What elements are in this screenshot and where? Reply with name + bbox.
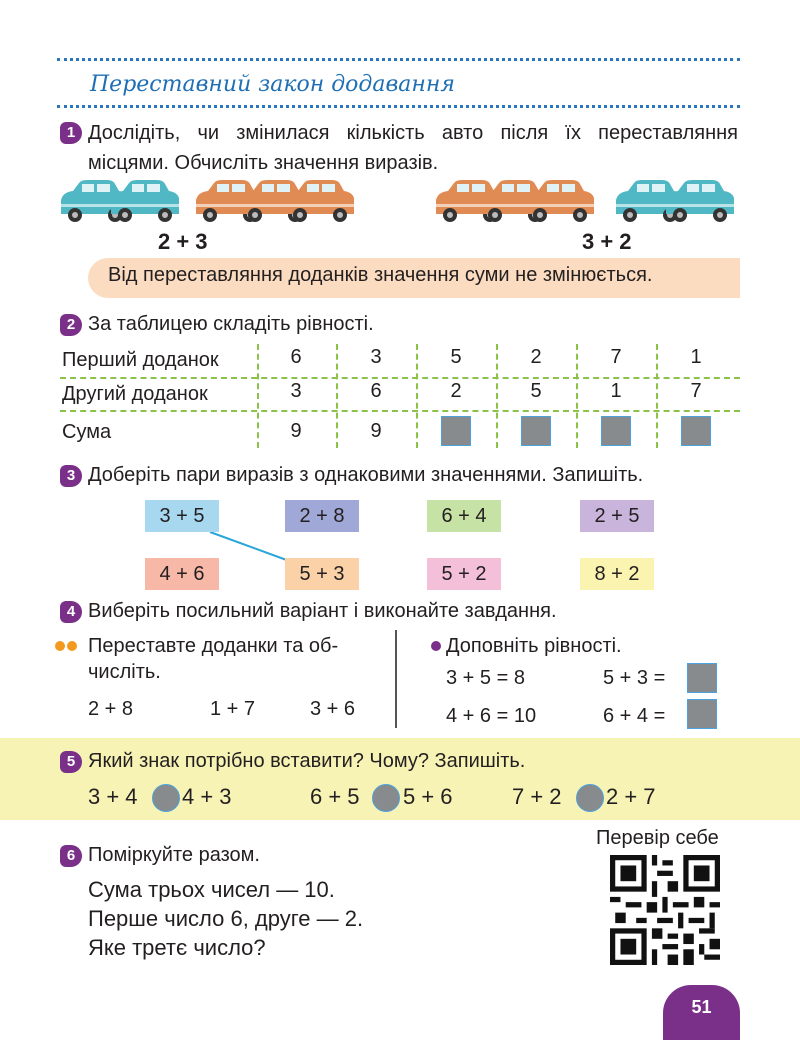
comparison-sign-circle[interactable] bbox=[152, 784, 180, 812]
difficulty-dot-icon bbox=[431, 641, 441, 651]
table-cell: 3 bbox=[290, 380, 302, 402]
task6-line: Сума трьох чисел — 10. bbox=[88, 877, 335, 902]
expression-card[interactable]: 3 + 5 bbox=[145, 500, 219, 532]
task5-text: Який знак потрібно вставити? Чому? Запишіть. bbox=[88, 750, 526, 772]
table-cell: 6 bbox=[370, 380, 382, 402]
check-yourself-label: Перевір себе bbox=[596, 827, 719, 849]
equation: 5 + 3 = bbox=[603, 667, 666, 689]
table-cell: 5 bbox=[530, 380, 542, 402]
page-title: Переставний закон додавання bbox=[90, 72, 455, 97]
expression-card[interactable]: 2 + 8 bbox=[285, 500, 359, 532]
table-col-divider bbox=[257, 344, 259, 448]
difficulty-dot-icon bbox=[67, 641, 77, 651]
dotted-divider-top bbox=[57, 58, 740, 61]
comparison-right: 5 + 6 bbox=[403, 784, 453, 809]
table-col-divider bbox=[576, 344, 578, 448]
comparison-left: 3 + 4 bbox=[88, 784, 138, 809]
task-number-5: 5 bbox=[60, 751, 82, 773]
task4-expression: 2 + 8 bbox=[88, 698, 134, 720]
comparison-sign-circle[interactable] bbox=[576, 784, 604, 812]
expression-card[interactable]: 4 + 6 bbox=[145, 558, 219, 590]
page-number: 51 bbox=[663, 985, 740, 1040]
task-number-2: 2 bbox=[60, 314, 82, 336]
table-col-divider bbox=[496, 344, 498, 448]
table-cell: 3 bbox=[370, 346, 382, 368]
table-row-divider bbox=[60, 377, 740, 379]
equation: 4 + 6 = 10 bbox=[446, 705, 537, 727]
expression-card[interactable]: 5 + 2 bbox=[427, 558, 501, 590]
answer-box[interactable] bbox=[601, 416, 631, 446]
task6-line: Перше число 6, друге — 2. bbox=[88, 906, 364, 931]
task3-text: Доберіть пари виразів з однаковими значеннями. Запишіть. bbox=[88, 464, 644, 486]
equation: 3 + 5 = 8 bbox=[446, 667, 525, 689]
table-cell: 5 bbox=[450, 346, 462, 368]
answer-box[interactable] bbox=[687, 699, 717, 729]
comparison-sign-circle[interactable] bbox=[372, 784, 400, 812]
task4-right-text: Доповніть рівності. bbox=[446, 635, 622, 657]
comparison-right: 4 + 3 bbox=[182, 784, 232, 809]
expression-card[interactable]: 8 + 2 bbox=[580, 558, 654, 590]
task-number-4: 4 bbox=[60, 601, 82, 623]
row-label: Сума bbox=[62, 421, 112, 443]
task4-expression: 3 + 6 bbox=[310, 698, 356, 720]
expression-left: 2 + 3 bbox=[158, 229, 208, 254]
table-cell: 7 bbox=[690, 380, 702, 402]
task4-text: Виберіть посильний варіант і виконайте завдання. bbox=[88, 600, 557, 622]
table-cell: 2 bbox=[450, 380, 462, 402]
rule-callout bbox=[88, 258, 740, 298]
task4-left-text-cont: числіть. bbox=[88, 661, 161, 683]
expression-right: 3 + 2 bbox=[582, 229, 632, 254]
column-separator bbox=[395, 630, 397, 728]
table-cell: 1 bbox=[690, 346, 702, 368]
teal-car-icon bbox=[666, 180, 734, 222]
task4-expression: 1 + 7 bbox=[210, 698, 256, 720]
comparison-left: 6 + 5 bbox=[310, 784, 360, 809]
task2-text: За таблицею складіть рівності. bbox=[88, 313, 374, 335]
table-cell: 6 bbox=[290, 346, 302, 368]
cars-illustration bbox=[57, 178, 747, 226]
expression-card[interactable]: 5 + 3 bbox=[285, 558, 359, 590]
answer-box[interactable] bbox=[441, 416, 471, 446]
task-number-3: 3 bbox=[60, 465, 82, 487]
task6-text: Поміркуйте разом. bbox=[88, 844, 260, 866]
qr-code-icon[interactable] bbox=[610, 855, 720, 965]
task6-line: Яке третє число? bbox=[88, 935, 266, 960]
rule-text: Від переставляння доданків значення суми не змінюється. bbox=[108, 264, 653, 286]
comparison-left: 7 + 2 bbox=[512, 784, 562, 809]
dotted-divider-bottom bbox=[57, 105, 740, 108]
answer-box[interactable] bbox=[681, 416, 711, 446]
table-cell: 7 bbox=[610, 346, 622, 368]
table-cell: 2 bbox=[530, 346, 542, 368]
equation: 6 + 4 = bbox=[603, 705, 666, 727]
table-cell: 9 bbox=[370, 420, 382, 442]
answer-box[interactable] bbox=[521, 416, 551, 446]
table-row-divider bbox=[60, 410, 740, 412]
teal-car-icon bbox=[111, 180, 179, 222]
task4-left-text: Переставте доданки та об- bbox=[88, 635, 339, 657]
row-label: Перший доданок bbox=[62, 349, 219, 371]
table-cell: 9 bbox=[290, 420, 302, 442]
comparison-right: 2 + 7 bbox=[606, 784, 656, 809]
expression-card[interactable]: 6 + 4 bbox=[427, 500, 501, 532]
row-label: Другий доданок bbox=[62, 383, 208, 405]
table-col-divider bbox=[656, 344, 658, 448]
table-cell: 1 bbox=[610, 380, 622, 402]
table-col-divider bbox=[336, 344, 338, 448]
task1-text: Дослідіть, чи змінилася кількість авто після їх переставляння місцями. Обчисліть значення виразів. bbox=[88, 122, 738, 174]
task-number-6: 6 bbox=[60, 845, 82, 867]
table-col-divider bbox=[416, 344, 418, 448]
difficulty-dot-icon bbox=[55, 641, 65, 651]
answer-box[interactable] bbox=[687, 663, 717, 693]
expression-card[interactable]: 2 + 5 bbox=[580, 500, 654, 532]
task-number-1: 1 bbox=[60, 122, 82, 144]
